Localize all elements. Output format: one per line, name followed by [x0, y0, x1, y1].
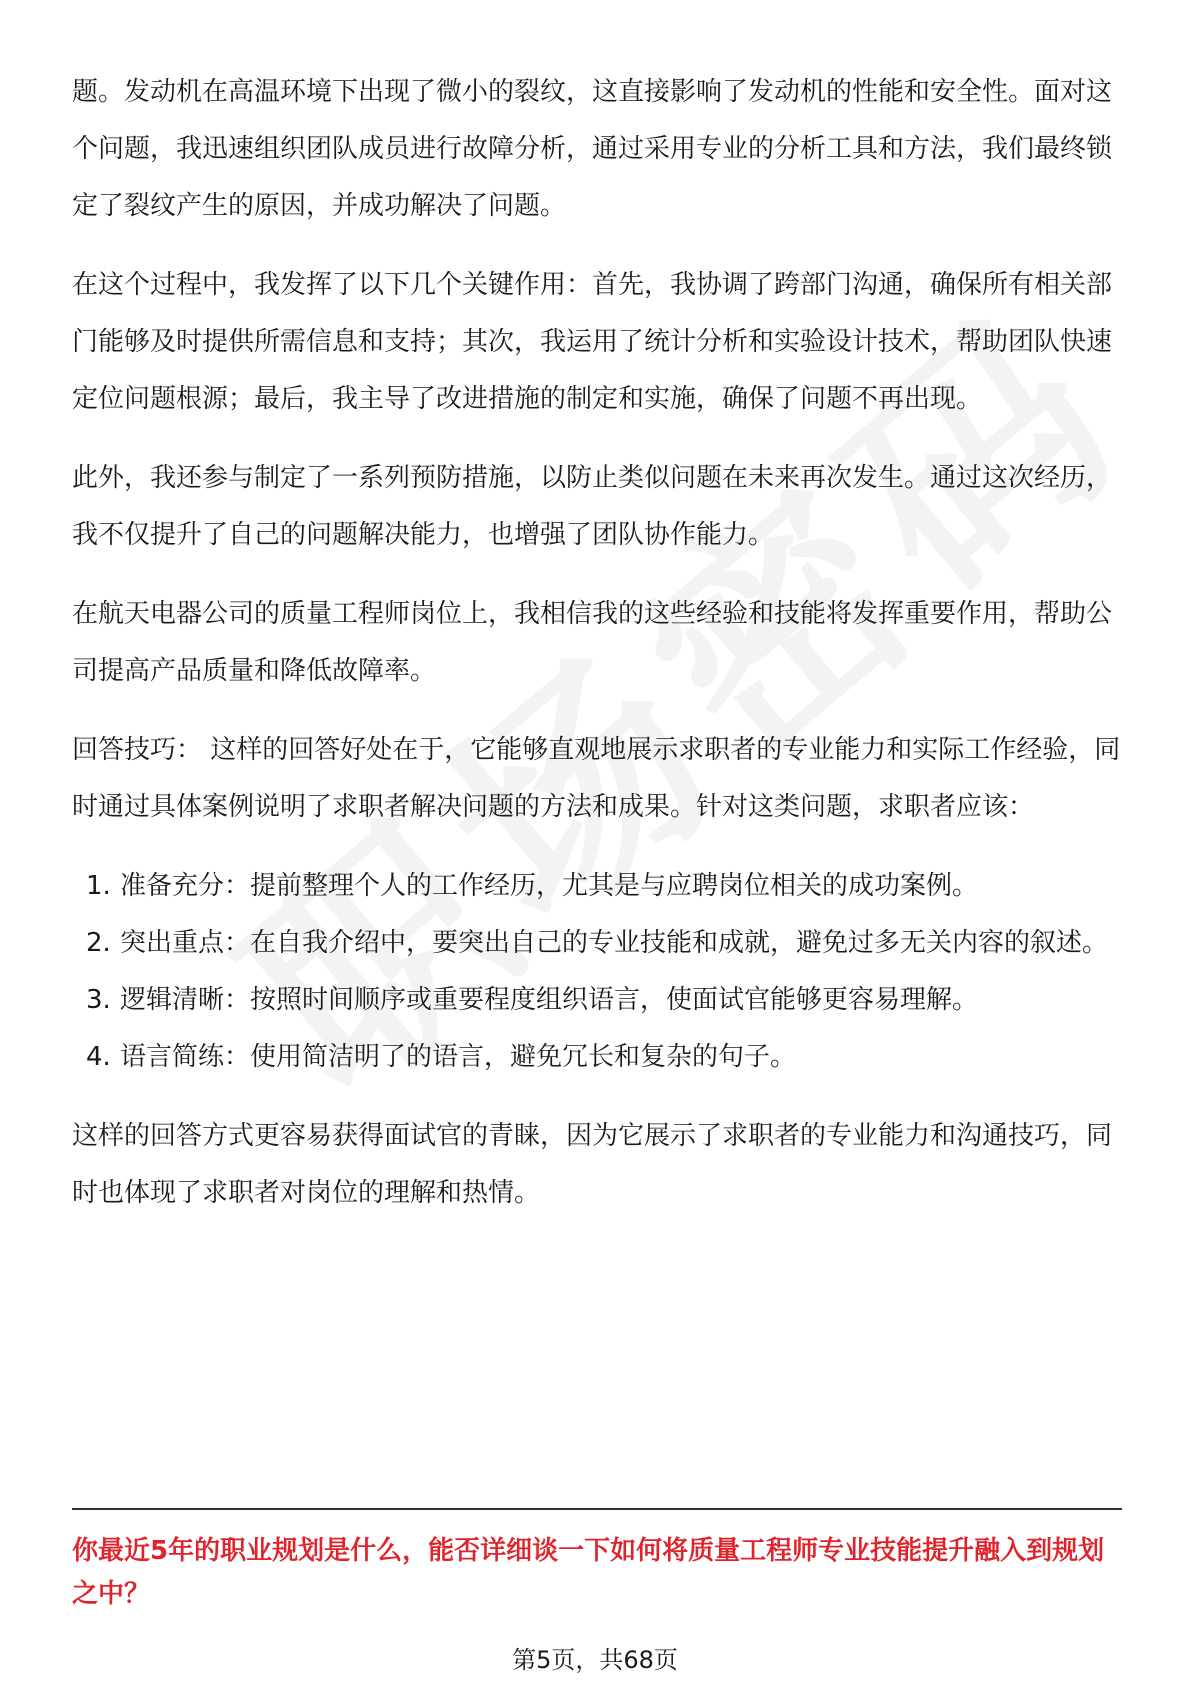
- next-question-heading: 你最近5年的职业规划是什么，能否详细谈一下如何将质量工程师专业技能提升融入到规划之中？: [72, 1536, 1105, 1609]
- paragraph: 在这个过程中，我发挥了以下几个关键作用：首先，我协调了跨部门沟通，确保所有相关部门能够及时提供所需信息和支持；其次，我运用了统计分析和实验设计技术，帮助团队快速定位问题根源；最后，我主导了改进措施的制定和实施，确保了问题不再出现。: [72, 270, 1113, 414]
- list-number: 4.: [86, 1042, 111, 1072]
- list-number: 1.: [86, 871, 111, 901]
- list-item: [72, 915, 1122, 972]
- list-number: 2.: [86, 928, 111, 958]
- closing-paragraph: 这样的回答方式更容易获得面试官的青睐，因为它展示了求职者的专业能力和沟通技巧，同时也体现了求职者对岗位的理解和热情。: [72, 1121, 1113, 1208]
- paragraph: 此外，我还参与制定了一系列预防措施，以防止类似问题在未来再次发生。通过这次经历，我不仅提升了自己的问题解决能力，也增强了团队协作能力。: [72, 463, 1113, 550]
- list-text: 语言简练：使用简洁明了的语言，避免冗长和复杂的句子。: [120, 1042, 797, 1072]
- list-number: 3.: [86, 985, 111, 1015]
- paragraph: 题。发动机在高温环境下出现了微小的裂纹，这直接影响了发动机的性能和安全性。面对这个问题，我迅速组织团队成员进行故障分析，通过采用专业的分析工具和方法，我们最终锁定了裂纹产生的原因，并成功解决了问题。: [72, 77, 1113, 221]
- document-body: [72, 64, 1122, 1244]
- list-item: [72, 858, 1122, 915]
- section-divider: [72, 1508, 1122, 1510]
- list-item: [72, 1029, 1122, 1086]
- answer-tips-paragraph: 回答技巧： 这样的回答好处在于，它能够直观地展示求职者的专业能力和实际工作经验，同时通过具体案例说明了求职者解决问题的方法和成果。针对这类问题，求职者应该：: [72, 735, 1121, 822]
- paragraph: 在航天电器公司的质量工程师岗位上，我相信我的这些经验和技能将发挥重要作用，帮助公司提高产品质量和降低故障率。: [72, 599, 1113, 686]
- list-text: 准备充分：提前整理个人的工作经历，尤其是与应聘岗位相关的成功案例。: [120, 871, 979, 901]
- tips-list: [72, 858, 1122, 1086]
- list-text: 逻辑清晰：按照时间顺序或重要程度组织语言，使面试官能够更容易理解。: [120, 985, 979, 1015]
- list-item: [72, 972, 1122, 1029]
- page-footer: 第5页，共68页: [512, 1646, 678, 1674]
- list-text: 突出重点：在自我介绍中，要突出自己的专业技能和成就，避免过多无关内容的叙述。: [120, 928, 1109, 958]
